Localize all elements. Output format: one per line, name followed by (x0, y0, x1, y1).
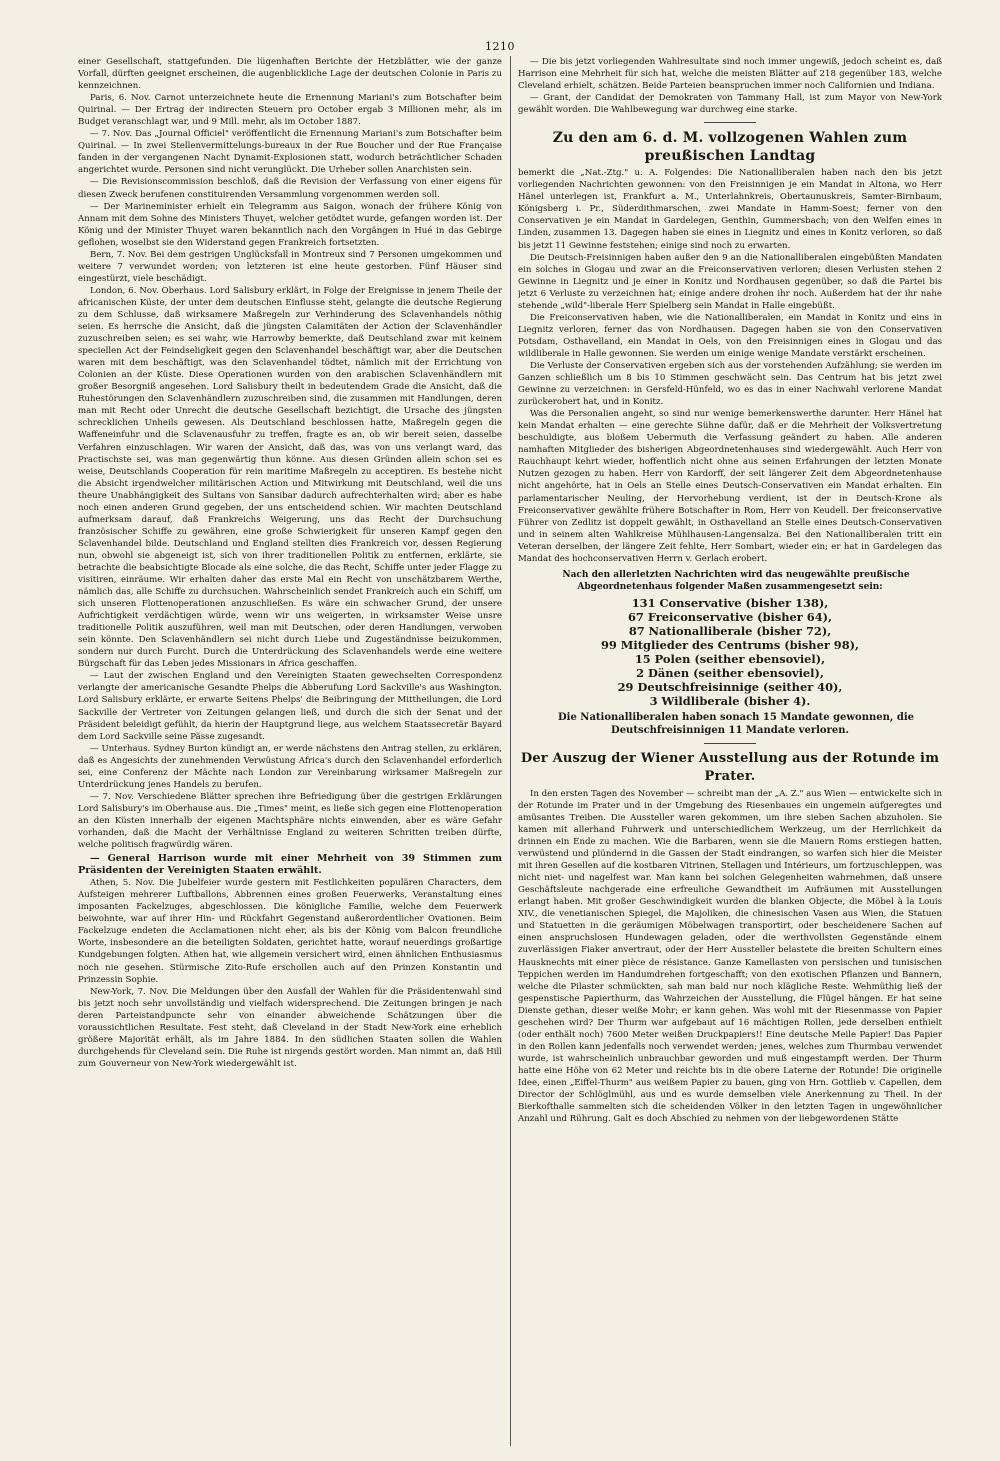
section-title-landtag: Zu den am 6. d. M. vollzogenen Wahlen zum preußischen Landtag (552, 130, 908, 165)
page-number: 1210 (485, 40, 515, 53)
article-paragraph: London, 6. Nov. Oberhaus. Lord Salisbury erklärt, in Folge der Ereignisse in jenem Theile der africanischen Küste, der unter dem deutschen Einflusse steht, gelangte die deutsche Regierung zu dem Schlusse, daß wirksamere Maßregeln zur Verhinderung des Sclavenhandels nöthig seien. Es herrsche die Ansicht, daß die jüngsten Calamitäten der Action der Sclavenhändler zuzuschreiben seien; es sei wahr, wie Harrowby bemerkte, daß Deutschland zwar mit keinem speciellen Act der Feindseligkeit gegen den Sclavenhandel beschäftigt war, aber die Deutschen waren mit dem beschäftigt, was den Sclavenhandel tödtet, nämlich mit der Errichtung von Colonien an der Küste. Diese Operationen wurden von den arabischen Sclavenhändlern mit großer Besorgniß angesehen. Lord Salisbury theilt in bedeutendem Grade die Ansicht, daß die Ruhestörungen den Sclavenhändlern zuzuschreiben sind, die zusammen mit Handlungen, deren man mit Recht oder Unrecht die deutsche Gesellschaft bezichtigt, die Ursache des jüngsten schrecklichen Unheils gewesen. Als Deutschland beschlossen hatte, Maßregeln gegen die Waffeneinfuhr und die Sclavenausfuhr zu treffen, fragte es an, ob wir bereit seien, dasselbe Verfahren einzuschlagen. Wir waren der Ansicht, daß das, was von uns verlangt ward, das Practischste sei, was man gegenwärtig thun könne. Aus diesen Gründen allein schon sei es weise, Deutschlands Cooperation für rein maritime Maßregeln zu acceptiren. Es bestehe nicht die Absicht irgendwelcher militärischen Action und Mitwirkung mit Deutschland, weil die uns theure Unabhängigkeit des Sultans von Sansibar dadurch aufrechterhalten wird; aber es habe noch einen anderen Grund gegeben, der uns entscheidend schien. Wir machten Deutschland aufmerksam darauf, daß Frankreichs Weigerung, uns das Recht der Durchsuchung französischer Schiffe zu gewähren, eine große Schwierigkeit für unseren Kampf gegen den Sclavenhandel bilde. Deutschland und England stellten dies Frankreich vor, dessen Regierung nun, obwohl sie abgeneigt ist, sich von ihrer traditionellen Politik zu entfernen, erklärte, sie betrachte die beabsichtigte Blocade als eine solche, die das Recht, Schiffe unter jeder Flagge zu visitiren, einräume. Wir erhalten daher das erste Mal ein Recht von unschätzbarem Werthe, nämlich das, alle Schiffe zu durchsuchen. Wahrscheinlich sendet Frankreich auch ein Schiff, um sich unseren Flottenoperationen anzuschließen. Es wäre ein schwacher Grund, der unsere Aufrichtigkeit verdächtigen würde, wenn wir uns weigerten, in wirksamster Weise unsre traditionelle Politik auszuführen, weil man mit Deutschen, oder deren Handlungen, verwoben sein könnte. Den Sclavenhändlern sei nicht durch Liebe und Zugeständnisse beizukommen, sondern nur durch Furcht. Durch die Unterdrückung des Sclavenhandels werde eine weitere Bürgschaft für das Leben jedes Missionars in Africa geschaffen. (78, 285, 502, 670)
article-paragraph: einer Gesellschaft, stattgefunden. Die lügenhaften Berichte der Hetzblätter, wie der ganze Vorfall, dürften geeignet erscheinen, die augenblickliche Lage der deutschen Colonie in Paris zu kennzeichnen. (78, 57, 502, 92)
result-line: 29 Deutschfreisinnige (seither 40), (617, 679, 843, 694)
section-title-rotunde: Der Auszug der Wiener Ausstellung aus der Rotunde im Prater. (520, 750, 940, 784)
left-column (78, 56, 502, 1446)
result-line: 67 Freiconservative (bisher 64), (628, 609, 832, 624)
harrison-headline: — General Harrison wurde mit einer Mehrheit von 39 Stimmen zum Präsidenten der Vereinigten Staaten erwählt. (78, 853, 502, 877)
result-line: 131 Conservative (bisher 138), (631, 595, 829, 610)
article-paragraph: Die Deutsch-Freisinnigen haben außer den 9 an die Nationalliberalen eingebüßten Mandaten ein solches in Glogau und zwar an die Freiconservativen verloren; diesen Verlusten stehen 2 Gewinne in Liegnitz und je einer in Konitz und Nordhausen gegenüber, so daß die Partei bis jetzt 6 Verluste zu verzeichnen hat; einige andere drohen ihr noch. Außerdem hat der ihr nahe stehende „wild"-liberale Herr Spielberg sein Mandat in Halle eingebüßt. (518, 252, 942, 311)
result-line: 2 Dänen (seither ebensoviel), (636, 665, 824, 680)
article-paragraph: — 7. Nov. Das „Journal Officiel" veröffentlicht die Ernennung Mariani's zum Botschafter beim Quirinal. — In zwei Stellenvermittelungs-bureaux in der Rue Boucher und der Rue Française fanden in der vergangenen Nacht Dynamit-Explosionen statt, wodurch beträchtlicher Schaden angerichtet wurde. Personen sind nicht verunglückt. Die Urheber sollen Anarchisten sein. (78, 129, 502, 176)
article-paragraph: In den ersten Tagen des November — schreibt man der „A. Z." aus Wien — entwickelte sich in der Rotunde im Prater und in der Umgebung des Riesenbaues ein ungemein aufgeregtes und amüsantes Treiben. Die Aussteller waren gekommen, um ihre sieben Sachen abzuholen. Sie kamen mit allerhand Fuhrwerk und unterschiedlichem Werkzeug, um der Herrlichkeit da drinnen ein Ende zu machen. Wie die Barbaren, wenn sie die Mauern Roms erstiegen hatten, verwüstend und plündernd in die Gassen der Stadt eindrangen, so warfen sich hier die Meister mit ihren Gesellen auf die kostbaren Vitrinen, Stellagen und Intérieurs, um fortzuschleppen, was nicht niet- und nagelfest war. Man kann bei solchen Gelegenheiten wahrnehmen, daß unsere Geschäftsleute nachgerade eine erfreuliche Gewandtheit im Aufräumen mit Ausstellungen erlangt haben. Mit großer Geschwindigkeit wurden die blanken Objecte, die Möbel à la Louis XIV., die venetianischen Spiegel, die Majoliken, die chinesischen Vasen aus Wien, die Statuen und Statuetten in die geräumigen Möbelwagen transportirt, oder bescheidenere Sachen auf einen anspruchslosen Hundewagen geladen, oder die werthvollsten Gegenstände einem zuverlässigen Fiaker anvertraut, oder der Herr Aussteller belastete die breiten Schultern eines Hausknechts mit einer pièce de résistance. Ganze Kamellasten von persischen und tunisischen Teppichen werden im Handumdrehen fortgeschafft; von den exotischen Pflanzen und Bannern, welche die Pilaster schmückten, sah man bald nur noch klägliche Reste. Wehmüthig ließ der gespenstische Papierthurm, das Wahrzeichen der Ausstellung, die Flügel hängen. Er hat seine Dienste gethan, dieser weiße Mohr; er kann gehen. Was wohl mit der Riesenmasse von Papier geschehen wird? Der Thurm war aufgebaut auf 16 mächtigen Rollen, jede derselben enthielt (oder enthält noch) 7600 Meter weißen Druckpapiers!! Eine deutsche Meile Papier! Das Papier in den Rollen kann jedenfalls noch verwendet werden; jenes, welches zum Thurmbau verwendet wurde, ist wahrscheinlich unbrauchbar geworden und muß eingestampft werden. Der Thurm hatte eine Höhe von 62 Meter und reichte bis in die obere Laterne der Rotunde! Die originelle Idee, einen „Eiffel-Thurm" aus weißem Papier zu bauen, ging von Hrn. Gottlieb v. Capellen, dem Director der Schlöglmühl, aus und es wurde demselben viele Anerkennung zu Theil. In der Bierkofthalle sammelten sich die scheidenden Völker in den letzten Tagen in ungewöhnlicher Anzahl und Rührung. Galt es doch Abschied zu nehmen von der liebgewordenen Stätte (518, 788, 942, 1125)
article-paragraph: New-York, 7. Nov. Die Meldungen über den Ausfall der Wahlen für die Präsidentenwahl sind bis jetzt noch sehr unvollständig und vielfach widersprechend. Die Zeitungen bringen je nach deren Parteistandpuncte sehr von einander abweichende Schätzungen über die voraussichtlichen Resultate. Fest steht, daß Cleveland in der Stadt New-York eine erheblich größere Majorität erhält, als im Jahre 1884. In den südlichen Staaten sollen die Wahlen durchgehends für Cleveland sein. Die Ruhe ist nirgends gestört worden. Man nimmt an, daß Hill zum Gouverneur von New-York wiedergewählt ist. (78, 986, 502, 1069)
article-paragraph: Paris, 6. Nov. Carnot unterzeichnete heute die Ernennung Mariani's zum Botschafter beim Quirinal. — Der Ertrag der indirecten Steuern pro October ergab 3 Millionen mehr, als im Budget veranschlagt war, und 9 Mill. mehr, als im October 1887. (78, 93, 502, 128)
results-summary: Die Nationalliberalen haben sonach 15 Mandate gewonnen, die Deutschfreisinnigen 11 Mandate verloren. (557, 711, 914, 736)
article-paragraph: — 7. Nov. Verschiedene Blätter sprechen ihre Befriedigung über die gestrigen Erklärungen Lord Salisbury's im Oberhause aus. Die „Times" meint, es ließe sich gegen eine Flottenoperation an den Küsten innerhalb der eigenen Machtsphäre nichts einwenden, aber es wäre Gefahr vorhanden, daß die Macht der Verhältnisse England zu weiteren Schritten treiben dürfte, welche politisch fragwürdig wären. (78, 791, 502, 851)
article-paragraph: Athen, 5. Nov. Die Jubelfeier wurde gestern mit Festlichkeiten populären Characters, dem Aufsteigen mehrerer Luftballons, Abbrennen eines großen Feuerwerks, Veranstaltung eines imposanten Fackelzuges, abgeschlossen. Die königliche Familie, welche dem Feuerwerk beiwohnte, war auf ihrer Hin- und Rückfahrt Gegenstand außerordentlicher Ovationen. Beim Fackelzuge endeten die Acclamationen nicht eher, als bis der König vom Balcon freundliche Worte, insbesondere an die beteiligten Soldaten, gerichtet hatte, worauf neuerdings großartige Kundgebungen folgten. Athen hat, wie allgemein versichert wird, einen ähnlichen Enthusiasmus noch nie gesehen. Stürmische Zito-Rufe erschollen auch auf den Prinzen Konstantin und Prinzessin Sophie. (78, 878, 502, 985)
article-paragraph: — Der Marineminister erhielt ein Telegramm aus Saigon, wonach der frühere König von Annam mit dem Sohne des Ministers Thuyet, welcher getödtet wurde, gefangen worden ist. Der König und der Minister Thuyet waren bekanntlich nach den Vorgängen in Hué in das Gebirge geflohen, woselbst sie den Widerstand gegen Frankreich fortsetzten. (78, 201, 502, 248)
article-paragraph: — Unterhaus. Sydney Burton kündigt an, er werde nächstens den Antrag stellen, zu erklären, daß es Angesichts der zunehmenden Verwüstung Africa's durch den Sclavenhandel erforderlich sei, eine Conferenz der Mächte nach London zur Vereinbarung wirksamer Maßregeln zur Unterdrückung jenes Handels zu berufen. (78, 743, 502, 790)
article-paragraph: — Laut der zwischen England und den Vereinigten Staaten gewechselten Correspondenz verlangte der americanische Gesandte Phelps die Abberufung Lord Sackville's aus Washington. Lord Salisbury erklärte, er erwarte Seitens Phelps' die Beibringung der Mittheilungen, die Lord Sackville der Vertreter von Zeitungen gelangen ließ, und durch die sich der Senat und der Präsident beleidigt gefühlt, da hierin der Hauptgrund liege, aus welchem Staatssecretär Bayard dem Lord Sackville seine Pässe zugesandt. (78, 671, 502, 742)
article-paragraph: — Grant, der Candidat der Demokraten von Tammany Hall, ist zum Mayor von New-York gewählt worden. Die Wahlbewegung war durchweg eine starke. (518, 93, 942, 116)
result-line: 15 Polen (seither ebensoviel), (634, 651, 826, 666)
page-bottom-margin (0, 1447, 1000, 1461)
result-line: 3 Wildliberale (bisher 4). (649, 693, 811, 708)
columns (78, 56, 942, 1446)
result-line: 99 Mitglieder des Centrums (bisher 98), (600, 637, 859, 652)
article-paragraph: Was die Personalien angeht, so sind nur wenige bemerkenswerthe darunter. Herr Hänel hat kein Mandat erhalten — eine gerechte Sühne dafür, daß er die Mehrheit der Volksvertretung beschuldigte, aus bloßem Uebermuth die Verfassung geändert zu haben. Alle anderen namhaften Mitglieder des bisherigen Abgeordnetenhauses sind wiedergewählt. Auch Herr von Rauchhaupt kehrt wieder, hoffentlich nicht ohne aus seinen Erfahrungen der letzten Monate Nutzen gezogen zu haben. Herr von Kardorff, der seit längerer Zeit dem Abgeordnetenhause nicht angehörte, hat in Oels an Stelle eines Deutsch-Conservativen ein Mandat erhalten. Ein parlamentarischer Neuling, der Hervorhebung verdient, ist der in Deutsch-Krone als Freiconservativer gewählte frühere Botschafter in Rom, Herr von Keudell. Der freiconservative Führer von Zedlitz ist doppelt gewählt, in Osthavelland an Stelle eines Deutsch-Conservativen und in seinem alten Wahlkreise Mühlhausen-Langensalza. Bei den Nationalliberalen tritt ein Veteran derselben, der längere Zeit fehlte, Herr Sombart, wieder ein; er hat in Gardelegen das Mandat des hochconservativen Herrn v. Gerlach erobert. (518, 409, 942, 564)
results-list (518, 596, 942, 708)
right-column (518, 56, 942, 1446)
section-separator (704, 122, 756, 123)
article-paragraph: Bern, 7. Nov. Bei dem gestrigen Unglücksfall in Montreux sind 7 Personen umgekommen und weitere 7 verwundet worden; von letzteren ist eine heute gestorben. Fünf Häuser sind eingestürzt, viele beschädigt. (78, 249, 502, 284)
article-paragraph: bemerkt die „Nat.-Ztg." u. A. Folgendes: Die Nationalliberalen haben nach den bis jetzt vorliegenden Nachrichten gewonnen: von den Freisinnigen je ein Mandat in Altona, wo Herr Hänel unterlegen ist, Frankfurt a. M., Unterlahnkreis, Obertaunuskreis, Samter-Birnbaum, Königsberg i. Pr., Süderdithmarschen, zwei Mandate in Hamm-Soest; ferner von den Conservativen je ein Mandat in Gardelegen, Genthin, Gummersbach; von den Welfen eines in Linden, zusammen 13. Dagegen haben sie eines in Liegnitz und eines in Konitz verloren, so daß bis jetzt 11 Gewinne feststehen; einige sind noch zu erwarten. (518, 168, 942, 251)
article-paragraph: — Die Revisionscommission beschloß, daß die Revision der Verfassung von einer eigens für diesen Zweck berufenen constituirenden Versammlung vorgenommen werden soll. (78, 177, 502, 200)
article-paragraph: Die Freiconservativen haben, wie die Nationalliberalen, ein Mandat in Konitz und eins in Liegnitz verloren, ferner das von Nordhausen. Dagegen haben sie von den Conservativen Potsdam, Osthavelland, ein Mandat in Oels, von den Freisinnigen eines in Glogau und das wildliberale in Halle gewonnen. Sie werden um einige wenige Mandate verstärkt erscheinen. (518, 312, 942, 359)
article-paragraph: — Die bis jetzt vorliegenden Wahlresultate sind noch immer ungewiß, jedoch scheint es, daß Harrison eine Mehrheit für sich hat, welche die meisten Blätter auf 218 gegenüber 183, welche Cleveland erhielt, schätzen. Beide Parteien beanspruchen immer noch Californien und Indiana. (518, 57, 942, 92)
section-separator (704, 743, 756, 744)
result-line: 87 Nationalliberale (bisher 72), (628, 623, 832, 638)
results-intro: Nach den allerletzten Nachrichten wird das neugewählte preußische Abgeordnetenhaus folgender Maßen zusammengesetzt sein: (562, 569, 910, 592)
article-paragraph: Die Verluste der Conservativen ergeben sich aus der vorstehenden Aufzählung; sie werden im Ganzen schließlich um 8 bis 10 Stimmen geschwächt sein. Das Centrum hat bis jetzt zwei Gewinne zu verzeichnen: in Gersfeld-Hünfeld, wo es das in einer Nachwahl verlorene Mandat zurückerobert hat, und in Konitz. (518, 360, 942, 408)
